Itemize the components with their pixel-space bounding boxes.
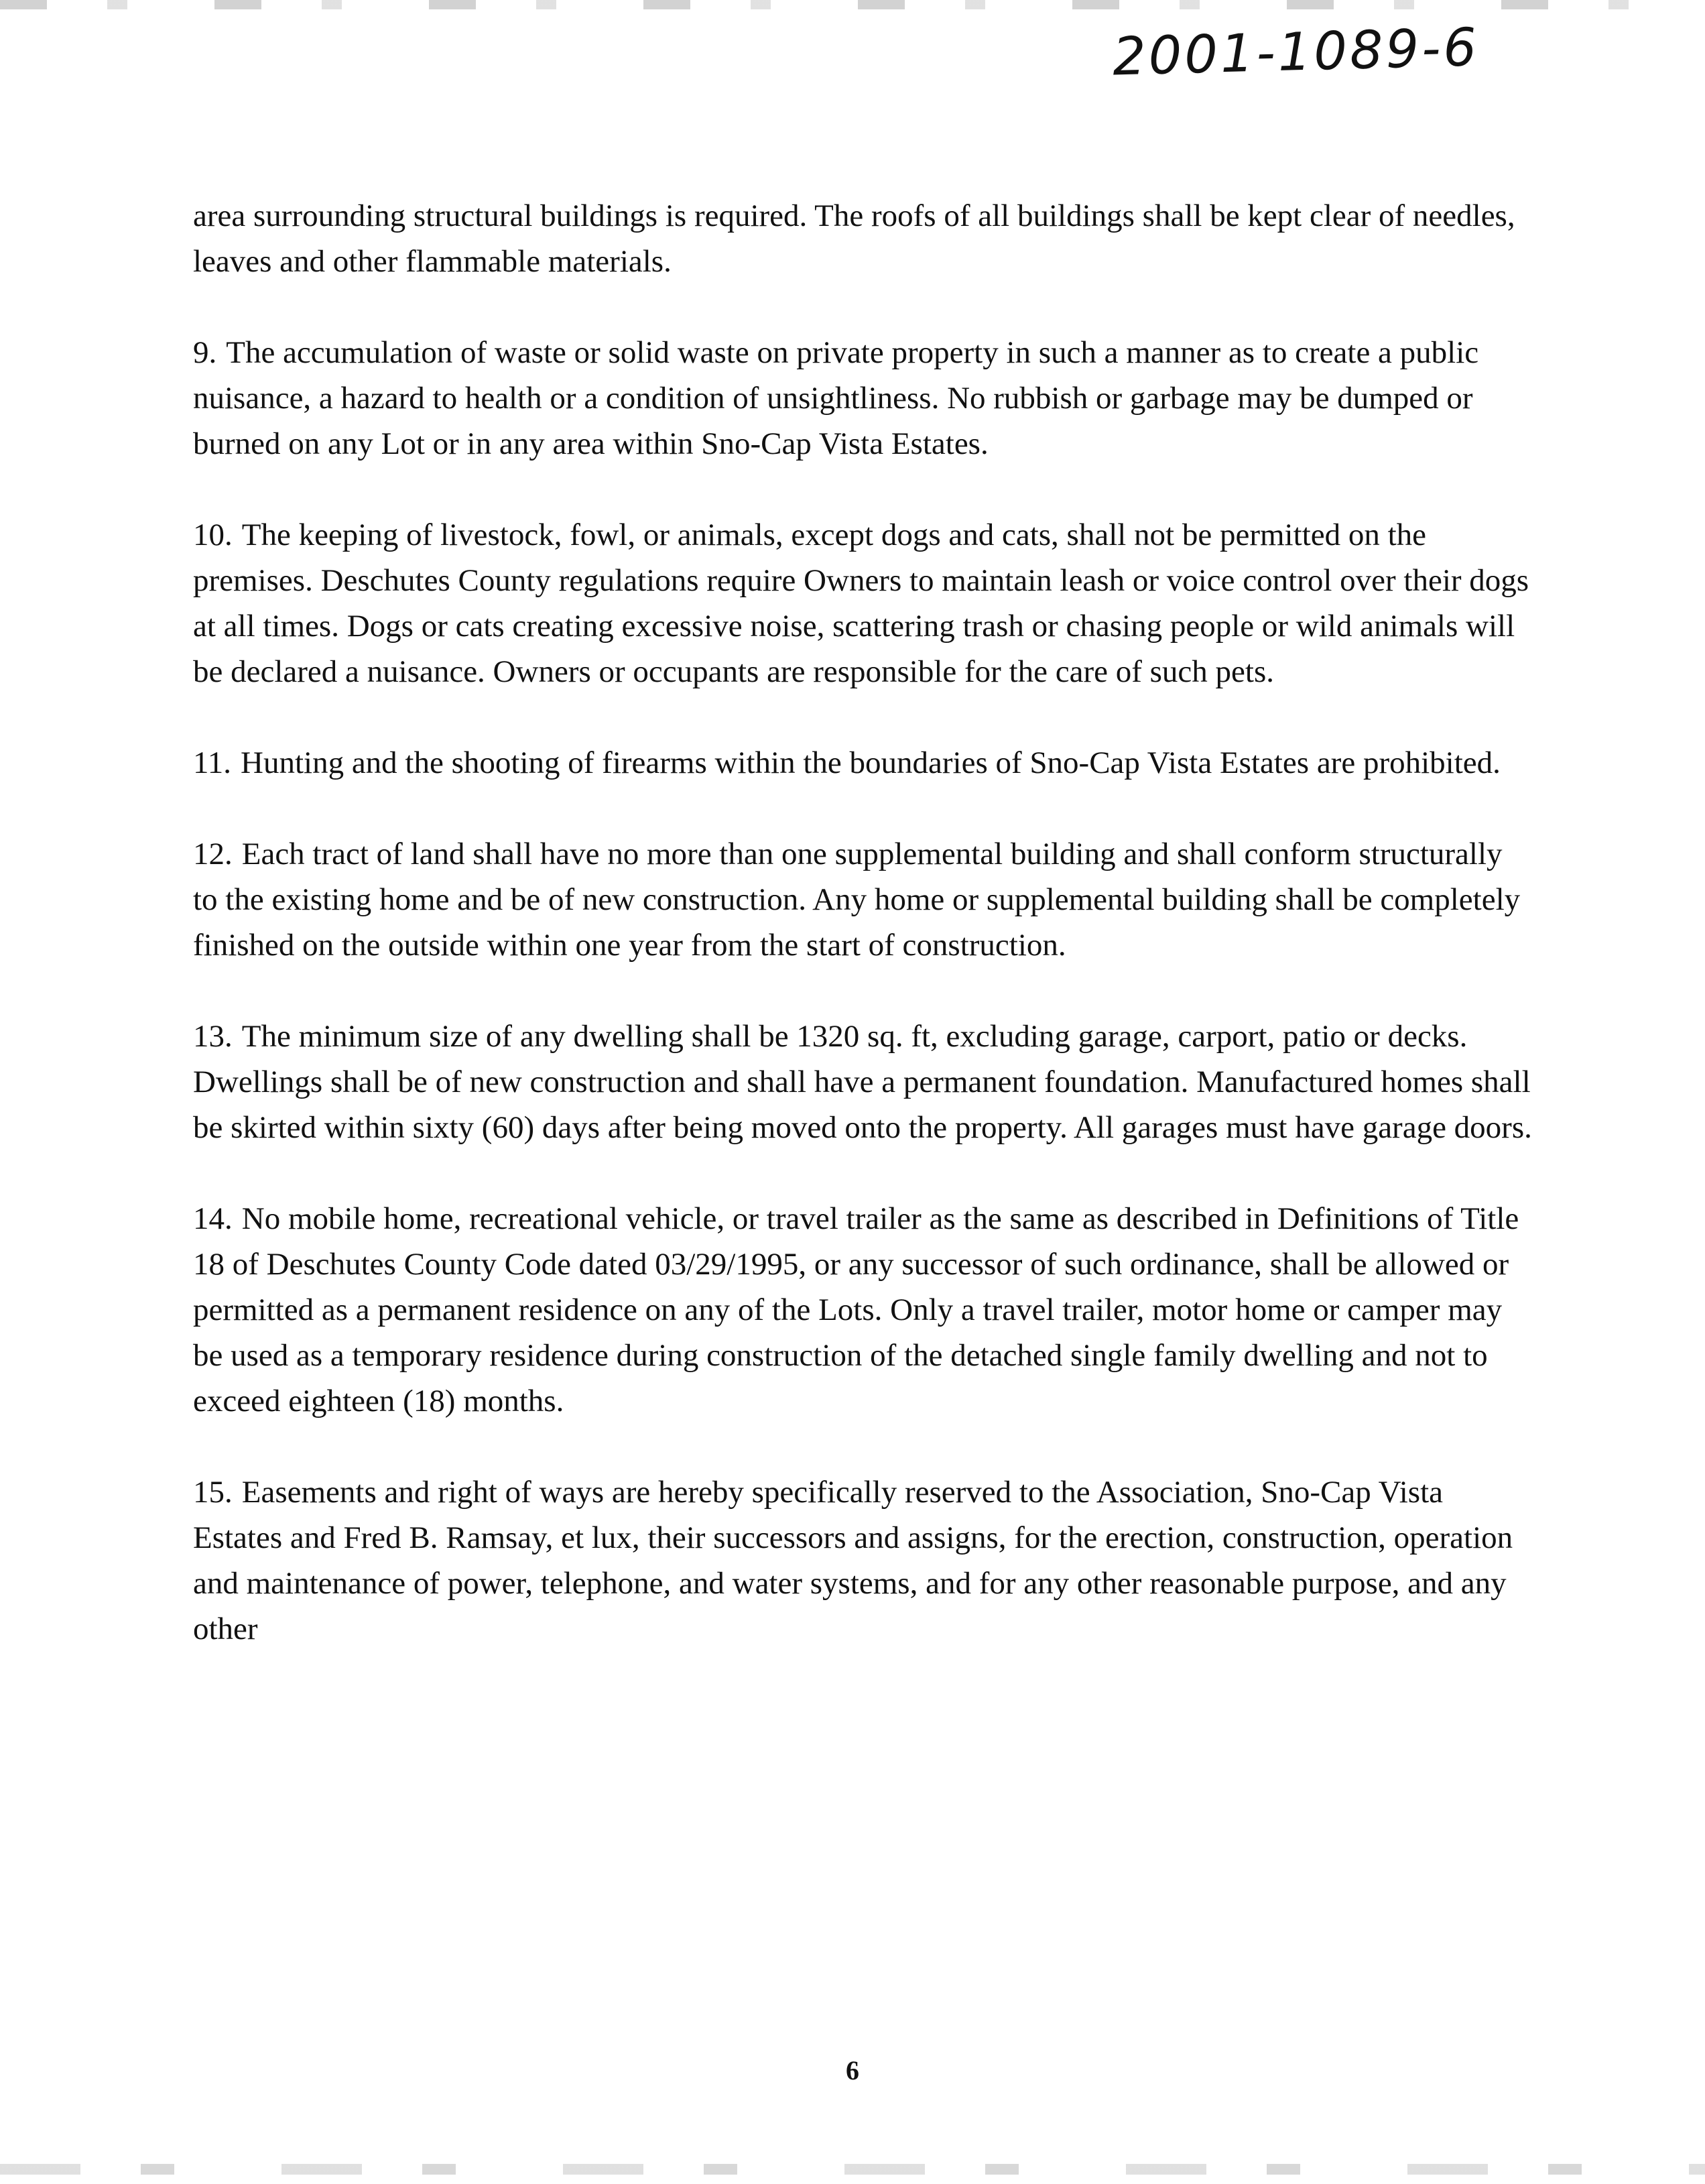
- paragraph-number: 9.: [193, 335, 217, 370]
- paragraph-number: 11.: [193, 745, 232, 780]
- paragraph-text: Each tract of land shall have no more than one supplemental building and shall conform structurally to the existing home and be of new construction. Any home or supplemental building shall be completely finished on the outside within one year from the start of construction.: [193, 837, 1521, 963]
- paragraph-number: 12.: [193, 837, 233, 871]
- scan-edge-bottom: [0, 2164, 1705, 2175]
- paragraph-13: [193, 1014, 1533, 1150]
- paragraph-number: 15.: [193, 1475, 233, 1510]
- scan-edge-top: [0, 0, 1705, 9]
- paragraph-number: 13.: [193, 1019, 233, 1054]
- paragraph-text: The keeping of livestock, fowl, or animals, except dogs and cats, shall not be permitted on the premises. Deschutes County regulations require Owners to maintain leash or voice control over their dogs at all times. Dogs or cats creating excessive noise, scattering trash or chasing people or wild animals will be declared a nuisance. Owners or occupants are responsible for the care of such pets.: [193, 518, 1529, 689]
- paragraph-11: [193, 740, 1533, 786]
- paragraph-text: The minimum size of any dwelling shall be 1320 sq. ft, excluding garage, carport, patio or decks. Dwellings shall be of new construction and shall have a permanent foundation. Manufactured homes shall be skirted within sixty (60) days after being moved onto the property. All garages must have garage doors.: [193, 1019, 1532, 1145]
- paragraph-9: [193, 330, 1533, 467]
- paragraph-12: [193, 831, 1533, 968]
- page-number: 6: [846, 2055, 859, 2085]
- document-body: [193, 193, 1533, 1697]
- paragraph-text: Hunting and the shooting of firearms within the boundaries of Sno-Cap Vista Estates are prohibited.: [241, 745, 1501, 780]
- paragraph-15: [193, 1469, 1533, 1652]
- paragraph-number: 14.: [193, 1201, 233, 1236]
- paragraph-continuation: [193, 193, 1533, 284]
- paragraph-text: Easements and right of ways are hereby specifically reserved to the Association, Sno-Cap Vista Estates and Fred B. Ramsay, et lux, their successors and assigns, for the erection, construction, operation and maintenance of power, telephone, and water systems, and for any other reasonable purpose, and any other: [193, 1475, 1513, 1646]
- paragraph-10: [193, 512, 1533, 694]
- paragraph-number: 10.: [193, 518, 233, 552]
- paragraph-text: No mobile home, recreational vehicle, or travel trailer as the same as described in Definitions of Title 18 of Deschutes County Code dated 03/29/1995, or any successor of such ordinance, shall be allowed or permitted as a permanent residence on any of the Lots. Only a travel trailer, motor home or camper may be used as a temporary residence during construction of the detached single family dwelling and not to exceed eighteen (18) months.: [193, 1201, 1519, 1418]
- handwritten-document-number: 2001-1089-6: [1111, 17, 1480, 88]
- paragraph-text: area surrounding structural buildings is required. The roofs of all buildings shall be kept clear of needles, leaves and other flammable materials.: [193, 198, 1515, 279]
- paragraph-text: The accumulation of waste or solid waste on private property in such a manner as to create a public nuisance, a hazard to health or a condition of unsightliness. No rubbish or garbage may be dumped or burned on any Lot or in any area within Sno-Cap Vista Estates.: [193, 335, 1479, 461]
- paragraph-14: [193, 1196, 1533, 1424]
